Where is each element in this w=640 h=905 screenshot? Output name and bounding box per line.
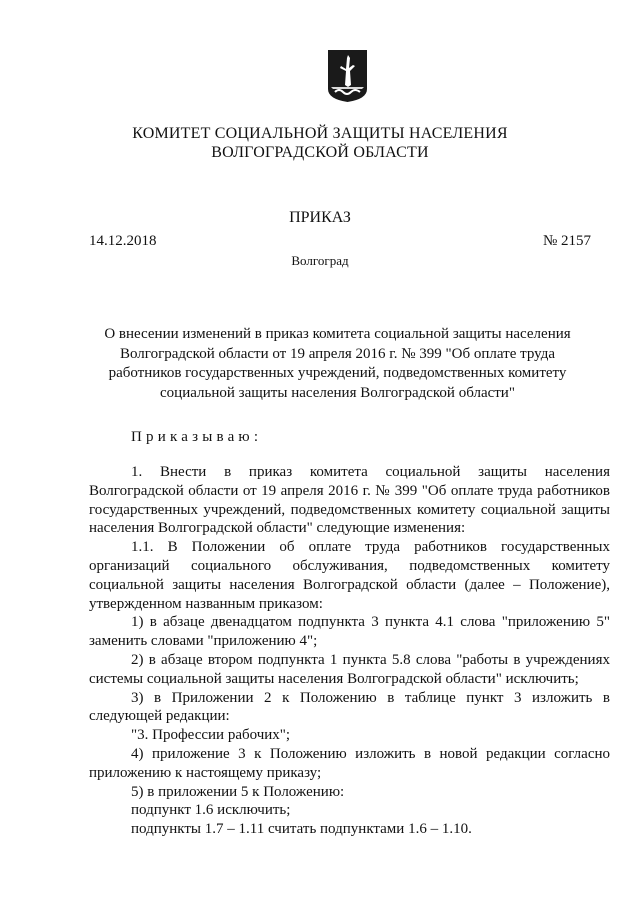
org-name-line1: КОМИТЕТ СОЦИАЛЬНОЙ ЗАЩИТЫ НАСЕЛЕНИЯ <box>132 125 508 142</box>
document-city: Волгоград <box>291 253 349 268</box>
paragraph: 3) в Приложении 2 к Положению в таблице пункт 3 изложить в следующей редакции: <box>89 689 610 725</box>
document-subject: О внесении изменений в приказ комитета социальной защиты населения Волгоградской области от 19 апреля 2016 г. № 399 "Об оплате труда работников государственных учреждений, подведомственных комитету социальной защиты населения Волгоградской области" <box>104 326 571 401</box>
document-body <box>89 463 610 839</box>
document-number: № 2157 <box>542 233 591 249</box>
paragraph: 1) в абзаце двенадцатом подпункта 3 пункта 4.1 слова "приложению 5" заменить словами "приложению 4"; <box>89 614 610 650</box>
document-type: ПРИКАЗ <box>289 209 351 226</box>
order-heading: Приказываю: <box>131 429 263 445</box>
paragraph: "3. Профессии рабочих"; <box>131 727 291 744</box>
paragraph: 4) приложение 3 к Положению изложить в новой редакции согласно приложению к настоящему приказу; <box>89 745 610 781</box>
paragraph: подпункты 1.7 – 1.11 считать подпунктами 1.6 – 1.10. <box>131 821 472 838</box>
document-date: 14.12.2018 <box>89 233 157 249</box>
paragraph: 2) в абзаце втором подпункта 1 пункта 5.8 слова "работы в учреждениях системы социальной защиты населения Волгоградской области" исключить; <box>89 651 610 687</box>
org-name-line2: ВОЛГОГРАДСКОЙ ОБЛАСТИ <box>211 144 429 161</box>
paragraph: 1.1. В Положении об оплате труда работников государственных организаций социального обслуживания, подведомственных комитету социальной защиты населения Волгоградской области (далее – Положение), утвержденном названным приказом: <box>89 539 610 612</box>
paragraph: подпункт 1.6 исключить; <box>131 802 291 819</box>
paragraph: 5) в приложении 5 к Положению: <box>131 783 345 800</box>
volgograd-coat-of-arms-icon <box>327 49 368 103</box>
paragraph: 1. Внести в приказ комитета социальной защиты населения Волгоградской области от 19 апреля 2016 г. № 399 "Об оплате труда работников государственных учреждений, подведомственных комитету социальной защиты населения Волгоградской области" следующие изменения: <box>89 464 610 537</box>
